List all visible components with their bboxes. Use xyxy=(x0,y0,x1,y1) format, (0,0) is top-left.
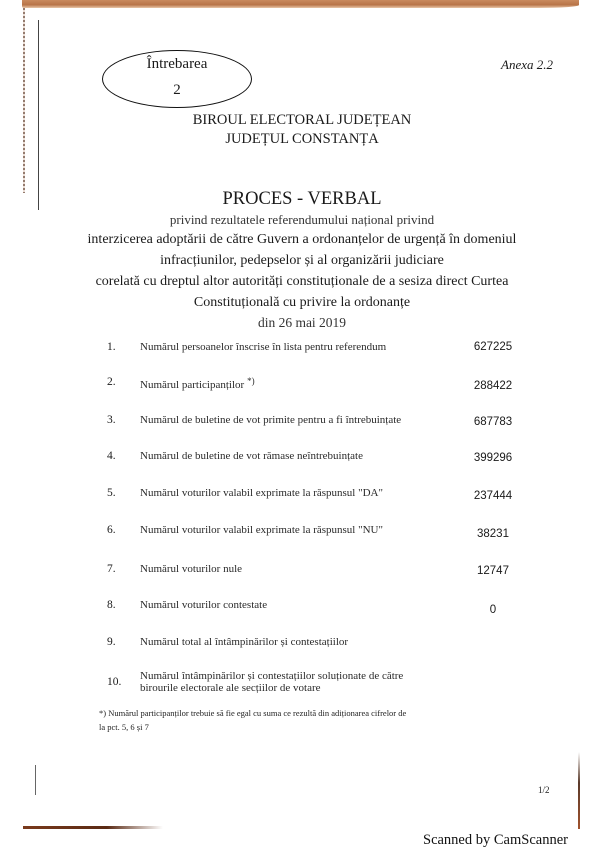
row-number: 3. xyxy=(107,414,116,426)
scan-wood-edge-top xyxy=(22,0,579,8)
table-row xyxy=(0,636,604,654)
row-label-text: Numărul participanților xyxy=(140,379,245,391)
row-number: 9. xyxy=(107,636,116,648)
table-row xyxy=(0,670,604,698)
table-row xyxy=(0,414,604,432)
footnote-line-2: la pct. 5, 6 și 7 xyxy=(99,722,149,732)
question-oval xyxy=(102,50,252,108)
scan-shadow-line-left-bottom xyxy=(35,765,36,795)
row-value: 38231 xyxy=(477,528,509,540)
office-heading: BIROUL ELECTORAL JUDEȚEAN xyxy=(192,112,412,128)
row-value: 627225 xyxy=(473,341,513,353)
row-value: 0 xyxy=(489,604,497,616)
row-value: 687783 xyxy=(473,416,513,428)
row-label xyxy=(140,670,403,694)
page-number: 1/2 xyxy=(538,785,550,795)
row-value: 399296 xyxy=(473,452,513,464)
document-date: din 26 mai 2019 xyxy=(257,315,347,330)
scan-paper-edge-left xyxy=(23,8,25,193)
title-line-2: interzicerea adoptării de către Guvern a ordonanțelor de urgență în domeniul xyxy=(87,232,517,247)
document-title: PROCES - VERBAL xyxy=(222,189,382,209)
row-label-line-2: birourile electorale ale secțiilor de votare xyxy=(140,682,321,694)
row-number: 10. xyxy=(107,676,122,688)
row-value: 12747 xyxy=(477,565,509,577)
row-label: Numărul voturilor nule xyxy=(140,563,243,575)
county-heading: JUDEȚUL CONSTANȚA xyxy=(225,131,379,147)
table-row xyxy=(0,450,604,468)
row-number: 1. xyxy=(107,341,116,353)
row-label-line-1: Numărul întâmpinărilor și contestațiilor soluționate de către xyxy=(140,670,404,682)
row-value: 237444 xyxy=(473,490,513,502)
title-line-4: corelată cu dreptul altor autorități constituționale de a sesiza direct Curtea xyxy=(95,274,509,289)
row-label: Numărul voturilor valabil exprimate la răspunsul "NU" xyxy=(140,524,383,536)
title-line-5: Constituțională cu privire la ordonanțe xyxy=(193,295,411,310)
title-line-1: privind rezultatele referendumului național privind xyxy=(169,212,435,227)
row-number: 5. xyxy=(107,487,116,499)
row-label: Numărul total al întâmpinărilor și contestațiilor xyxy=(140,636,349,648)
scan-wood-edge-right xyxy=(578,752,580,829)
row-label: Numărul voturilor valabil exprimate la răspunsul "DA" xyxy=(140,487,383,499)
row-number: 4. xyxy=(107,450,116,462)
title-line-3: infracțiunilor, pedepselor și al organizării judiciare xyxy=(160,253,444,268)
annex-label: Anexa 2.2 xyxy=(501,57,553,72)
table-row xyxy=(0,487,604,505)
scan-wood-edge-bottom xyxy=(23,826,163,829)
table-row xyxy=(0,524,604,542)
row-label: Numărul persoanelor înscrise în lista pentru referendum xyxy=(140,341,387,353)
table-row xyxy=(0,599,604,617)
row-value: 288422 xyxy=(473,380,513,392)
footnote-marker: *) xyxy=(247,376,255,386)
row-label: Numărul de buletine de vot rămase neîntrebuințate xyxy=(140,450,363,462)
row-number: 2. xyxy=(107,376,116,388)
table-row xyxy=(0,341,604,359)
footnote xyxy=(99,706,459,734)
row-number: 8. xyxy=(107,599,116,611)
footnote-line-1: *) Numărul participanților trebuie să fie egal cu suma ce rezultă din adiționarea cifrelor de xyxy=(99,708,407,718)
camscanner-watermark: Scanned by CamScanner xyxy=(423,832,568,848)
table-row xyxy=(0,563,604,581)
row-label: Numărul de buletine de vot primite pentru a fi întrebuințate xyxy=(140,414,402,426)
table-row xyxy=(0,376,604,394)
row-label xyxy=(140,376,255,391)
row-label: Numărul voturilor contestate xyxy=(140,599,268,611)
row-number: 6. xyxy=(107,524,116,536)
question-label: Întrebarea xyxy=(146,56,208,72)
question-number: 2 xyxy=(173,82,181,98)
row-number: 7. xyxy=(107,563,116,575)
